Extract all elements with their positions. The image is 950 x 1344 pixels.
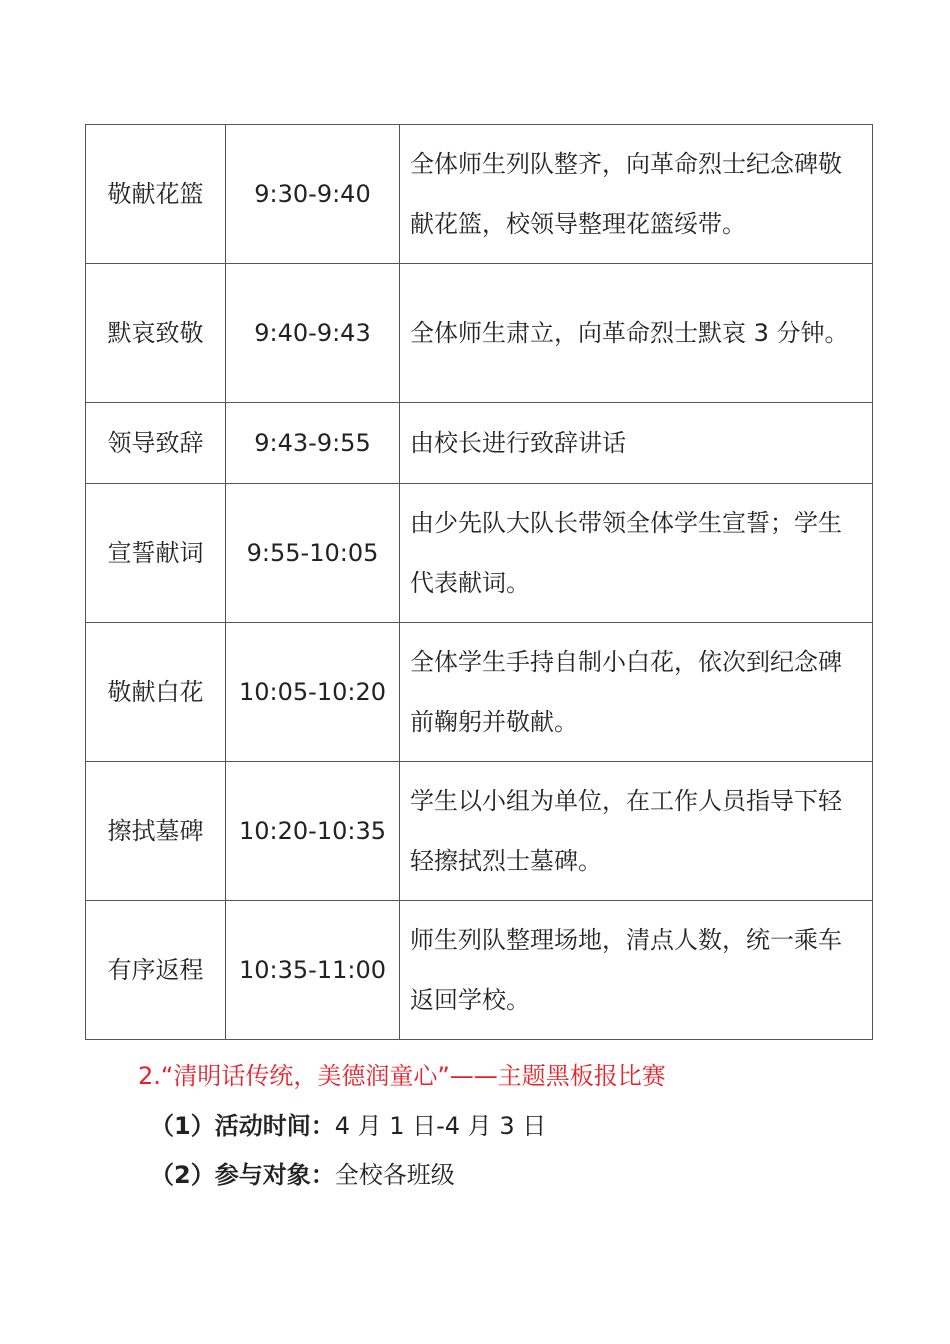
section-title: 2.“清明话传统，美德润童心”——主题黑板报比赛 (138, 1062, 666, 1090)
table-row (86, 125, 873, 264)
activity-description: 师生列队整理场地，清点人数，统一乘车返回学校。 (400, 901, 873, 1040)
activity-description: 全体学生手持自制小白花，依次到纪念碑前鞠躬并敬献。 (400, 623, 873, 762)
activity-time: 10:35-11:00 (226, 901, 400, 1040)
table-row (86, 901, 873, 1040)
participants-value: 全校各班级 (334, 1161, 455, 1189)
activity-description: 全体师生肃立，向革命烈士默哀 3 分钟。 (400, 264, 873, 403)
activity-name: 敬献白花 (86, 623, 226, 762)
activity-name: 擦拭墓碑 (86, 762, 226, 901)
table-row (86, 623, 873, 762)
activity-time: 10:05-10:20 (226, 623, 400, 762)
activity-time: 9:43-9:55 (226, 403, 400, 484)
activity-name: 领导致辞 (86, 403, 226, 484)
activity-description: 由校长进行致辞讲话 (400, 403, 873, 484)
activity-description: 学生以小组为单位，在工作人员指导下轻轻擦拭烈士墓碑。 (400, 762, 873, 901)
participants-line (150, 1157, 455, 1193)
activity-name: 宣誓献词 (86, 484, 226, 623)
activity-name: 有序返程 (86, 901, 226, 1040)
activity-time-value: 4 月 1 日-4 月 3 日 (334, 1112, 547, 1140)
activity-name: 敬献花篮 (86, 125, 226, 264)
table-row (86, 762, 873, 901)
activity-time: 10:20-10:35 (226, 762, 400, 901)
activity-time: 9:55-10:05 (226, 484, 400, 623)
activity-time-label: （1）活动时间： (150, 1112, 335, 1140)
activity-name: 默哀致敬 (86, 264, 226, 403)
table-row (86, 264, 873, 403)
activity-description: 全体师生列队整齐，向革命烈士纪念碑敬献花篮，校领导整理花篮绥带。 (400, 125, 873, 264)
table-row (86, 403, 873, 484)
activity-time: 9:30-9:40 (226, 125, 400, 264)
table-row (86, 484, 873, 623)
activity-time: 9:40-9:43 (226, 264, 400, 403)
participants-label: （2）参与对象： (150, 1161, 335, 1189)
schedule-table (85, 124, 873, 1040)
activity-time-line (150, 1108, 546, 1144)
activity-description: 由少先队大队长带领全体学生宣誓；学生代表献词。 (400, 484, 873, 623)
